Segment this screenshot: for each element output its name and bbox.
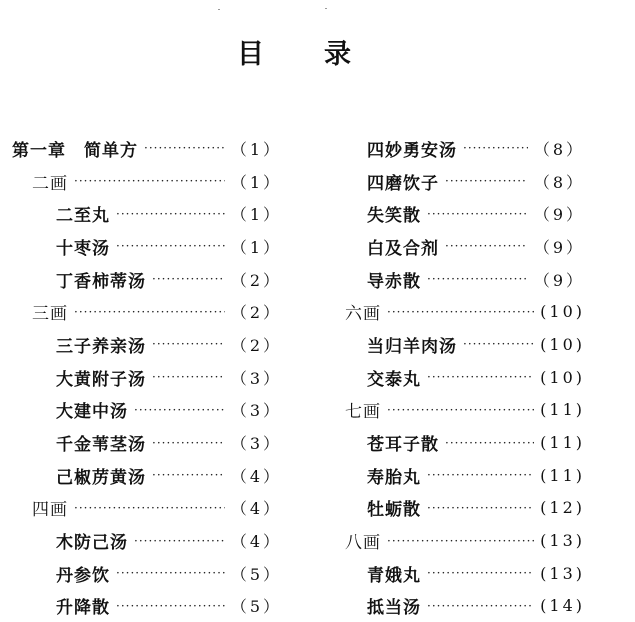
toc-entry-page: （1） [230, 139, 282, 159]
dot-leader [74, 501, 225, 515]
toc-entry-label: 苍耳子散 [367, 435, 439, 456]
dot-leader [134, 534, 225, 548]
toc-entry-page: (14) [540, 596, 585, 616]
toc-entry-page: (13) [540, 531, 585, 551]
toc-entry-page: (12) [540, 498, 585, 518]
toc-entry-page: （8） [533, 172, 585, 192]
dot-leader [116, 599, 225, 613]
toc-entry-label: 四画 [32, 500, 68, 521]
toc-entry [345, 132, 585, 165]
toc-entry-page: (10) [540, 334, 585, 354]
toc-entry-page: （2） [230, 270, 282, 290]
dot-leader [152, 272, 225, 286]
dot-leader [152, 370, 225, 384]
toc-entry-label: 千金苇茎汤 [56, 435, 146, 456]
toc-entry-label: 牡蛎散 [367, 500, 421, 521]
toc-entry-label: 丁香柿蒂汤 [56, 271, 146, 292]
toc-section-entry [345, 295, 585, 328]
toc-entry-page: （3） [230, 434, 282, 454]
toc-section-entry [12, 295, 282, 328]
toc-entry-page: （5） [230, 564, 282, 584]
dot-leader [134, 403, 225, 417]
toc-entry-page: （8） [533, 139, 585, 159]
toc-entry-page: （4） [230, 499, 282, 519]
toc-entry-label: 大建中汤 [56, 402, 128, 423]
toc-entry-label: 七画 [345, 402, 381, 423]
toc-entry [12, 328, 282, 361]
toc-entry [345, 459, 585, 492]
toc-entry-label: 二画 [32, 173, 68, 194]
toc-entry-page: （3） [230, 368, 282, 388]
toc-entry-page: (10) [540, 302, 585, 322]
toc-entry-page: (13) [540, 563, 585, 583]
dot-leader [74, 305, 225, 319]
dot-leader [152, 436, 225, 450]
toc-entry-page: （9） [533, 237, 585, 257]
toc-entry-page: (11) [540, 400, 585, 420]
toc-entry-label: 木防己汤 [56, 533, 128, 554]
dot-leader [152, 337, 225, 351]
toc-entry-page: （4） [230, 466, 282, 486]
dot-leader [427, 599, 534, 613]
toc-entry-page: （1） [230, 205, 282, 225]
toc-entry [12, 590, 282, 622]
dot-leader [387, 305, 534, 319]
toc-entry-page: （2） [230, 303, 282, 323]
dot-leader [463, 337, 534, 351]
toc-entry-label: 第一章 简单方 [12, 140, 138, 161]
toc-entry-label: 导赤散 [367, 271, 421, 292]
dot-leader [116, 566, 225, 580]
toc-entry [345, 263, 585, 296]
page-title-part-1: 目 [237, 39, 264, 70]
dot-leader [445, 436, 534, 450]
dot-leader [427, 501, 534, 515]
toc-entry [345, 230, 585, 263]
toc-entry-page: (11) [540, 433, 585, 453]
toc-entry-label: 八画 [345, 533, 381, 554]
toc-entry-label: 白及合剂 [367, 238, 439, 259]
scan-speck [218, 9, 220, 10]
toc-right-column [345, 132, 585, 622]
toc-entry-label: 四妙勇安汤 [367, 140, 457, 161]
toc-entry-page: （5） [230, 597, 282, 617]
toc-entry-page: （1） [230, 172, 282, 192]
dot-leader [74, 174, 225, 188]
toc-entry-label: 寿胎丸 [367, 467, 421, 488]
toc-entry-label: 当归羊肉汤 [367, 336, 457, 357]
dot-leader [427, 207, 528, 221]
toc-entry-page: (10) [540, 367, 585, 387]
toc-entry-label: 大黄附子汤 [56, 369, 146, 390]
page-title-part-2: 录 [324, 39, 351, 70]
toc-entry-label: 青娥丸 [367, 565, 421, 586]
toc-entry-label: 二至丸 [56, 206, 110, 227]
dot-leader [427, 272, 528, 286]
dot-leader [152, 468, 225, 482]
dot-leader [427, 468, 534, 482]
toc-section-entry [345, 524, 585, 557]
toc-entry-page: （9） [533, 270, 585, 290]
toc-entry [12, 524, 282, 557]
toc-entry-page: (11) [540, 465, 585, 485]
dot-leader [445, 239, 528, 253]
toc-entry-label: 三画 [32, 304, 68, 325]
toc-entry-page: （4） [230, 532, 282, 552]
toc-entry [345, 492, 585, 525]
dot-leader [116, 239, 225, 253]
toc-entry [12, 230, 282, 263]
dot-leader [144, 141, 225, 155]
toc-section-entry [12, 492, 282, 525]
dot-leader [387, 403, 534, 417]
toc-entry [345, 426, 585, 459]
dot-leader [463, 141, 528, 155]
dot-leader [427, 370, 534, 384]
toc-entry [345, 361, 585, 394]
toc-entry-label: 三子养亲汤 [56, 336, 146, 357]
toc-entry-label: 六画 [345, 304, 381, 325]
toc-entry-label: 丹参饮 [56, 565, 110, 586]
page-title [237, 32, 351, 71]
toc-entry [345, 165, 585, 198]
toc-section-entry [12, 165, 282, 198]
toc-entry-label: 失笑散 [367, 206, 421, 227]
toc-entry-label: 升降散 [56, 598, 110, 619]
dot-leader [387, 534, 534, 548]
scan-speck [325, 8, 327, 9]
dot-leader [116, 207, 225, 221]
toc-entry [345, 590, 585, 622]
toc-entry [12, 557, 282, 590]
toc-entry-page: （1） [230, 237, 282, 257]
toc-entry-label: 抵当汤 [367, 598, 421, 619]
toc-entry [12, 426, 282, 459]
dot-leader [445, 174, 528, 188]
toc-entry-page: （9） [533, 205, 585, 225]
toc-section-entry [345, 394, 585, 427]
toc-entry [345, 197, 585, 230]
toc-entry-label: 四磨饮子 [367, 173, 439, 194]
toc-entry [345, 328, 585, 361]
toc-entry-label: 己椒苈黄汤 [56, 467, 146, 488]
toc-entry-label: 十枣汤 [56, 238, 110, 259]
toc-entry [12, 361, 282, 394]
toc-entry-page: （3） [230, 401, 282, 421]
toc-entry [12, 459, 282, 492]
toc-entry-label: 交泰丸 [367, 369, 421, 390]
toc-entry-page: （2） [230, 335, 282, 355]
toc-chapter-entry [12, 132, 282, 165]
toc-entry [12, 263, 282, 296]
toc-entry [345, 557, 585, 590]
toc-entry [12, 394, 282, 427]
dot-leader [427, 566, 534, 580]
toc-entry [12, 197, 282, 230]
toc-left-column [12, 132, 282, 622]
